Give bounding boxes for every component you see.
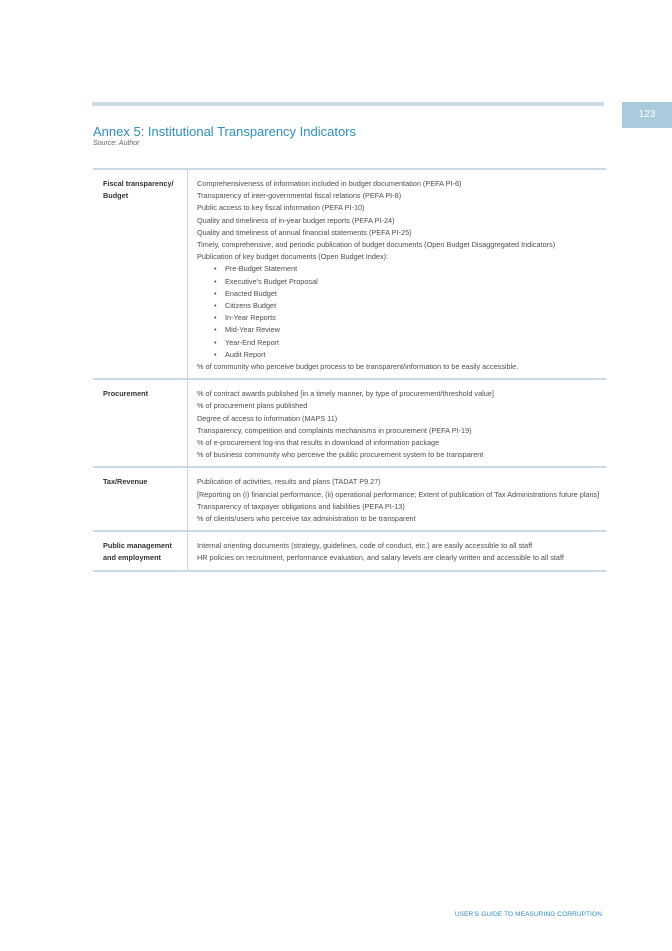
annex-title: Annex 5: Institutional Transparency Indicators <box>93 124 357 139</box>
indicator-item: Quality and timeliness of in-year budget reports (PEFA PI-24) <box>197 215 395 225</box>
indicator-item: % of clients/users who perceive tax administration to be transparent <box>197 514 416 524</box>
indicator-item: % of business community who perceive the public procurement system to be transparent <box>197 450 484 460</box>
indicator-item: % of community who perceive budget process to be transparent/information to be easily accessible. <box>197 362 519 372</box>
list-item: • Audit Report <box>214 349 600 361</box>
indicator-item: HR policies on recruitment, performance evaluation, and salary levels are clearly written and accessible to all staff <box>197 553 564 563</box>
list-item: • Enacted Budget <box>214 288 600 300</box>
indicator-item: Transparency, competition and complaints mechanisms in procurement (PEFA PI-19) <box>197 425 472 435</box>
indicator-item: [Reporting on (i) financial performance, (ii) operational performance; Extent of publication of Tax Administrations future plans] <box>197 489 600 499</box>
indicator-item: % of procurement plans published <box>197 401 308 411</box>
table-row <box>93 379 606 467</box>
list-item: • Citizens Budget <box>214 300 600 312</box>
indicators-cell <box>188 379 607 467</box>
page-number: 123 <box>622 102 672 128</box>
table-row <box>93 531 606 570</box>
source-note: Source: Author <box>93 140 140 147</box>
indicator-item: Transparency of taxpayer obligations and liabilities (PEFA PI-13) <box>197 501 405 511</box>
indicator-item: Quality and timeliness of annual financial statements (PEFA PI-25) <box>197 227 412 237</box>
list-item: • Pre-Budget Statement <box>214 263 600 275</box>
indicator-item: Internal orienting documents (strategy, guidelines, code of conduct, etc.) are easily accessible to all staff <box>197 541 533 551</box>
indicator-item: % of contract awards published [in a timely manner, by type of procurement/threshold value] <box>197 389 494 399</box>
table-row <box>93 169 606 379</box>
indicators-cell <box>188 169 607 379</box>
indicator-item: Publication of key budget documents (Open Budget Index): <box>197 252 389 262</box>
indicator-item: Timely, comprehensive, and periodic publication of budget documents (Open Budget Disaggregated Indicators) <box>197 240 556 250</box>
running-footer: USER’S GUIDE TO MEASURING CORRUPTION <box>454 911 602 918</box>
indicators-cell <box>188 531 607 570</box>
list-item: • Mid-Year Review <box>214 324 600 336</box>
indicator-item: Transparency of inter-governmental fiscal relations (PEFA PI-8) <box>197 191 402 201</box>
budget-documents-list <box>197 263 600 361</box>
list-item: • In-Year Reports <box>214 312 600 324</box>
indicators-table <box>93 168 606 572</box>
indicator-item: % of e-procurement log-ins that results in download of information package <box>197 438 440 448</box>
indicator-item: Comprehensiveness of information included in budget documentation (PEFA PI-6) <box>197 179 462 188</box>
category-cell: Fiscal transparency/ Budget <box>93 169 188 379</box>
indicator-item: Degree of access to information (MAPS 11) <box>197 413 338 423</box>
table-row <box>93 467 606 531</box>
list-item: • Year-End Report <box>214 337 600 349</box>
category-cell: Tax/Revenue <box>93 467 188 531</box>
category-cell: Public management and employment <box>93 531 188 570</box>
category-cell: Procurement <box>93 379 188 467</box>
indicators-cell <box>188 467 607 531</box>
list-item: • Executive’s Budget Proposal <box>214 276 600 288</box>
header-rule <box>92 102 604 106</box>
indicator-item: Public access to key fiscal information (PEFA PI-10) <box>197 203 365 213</box>
indicator-item: Publication of activities, results and plans (TADAT P9.27) <box>197 477 381 487</box>
